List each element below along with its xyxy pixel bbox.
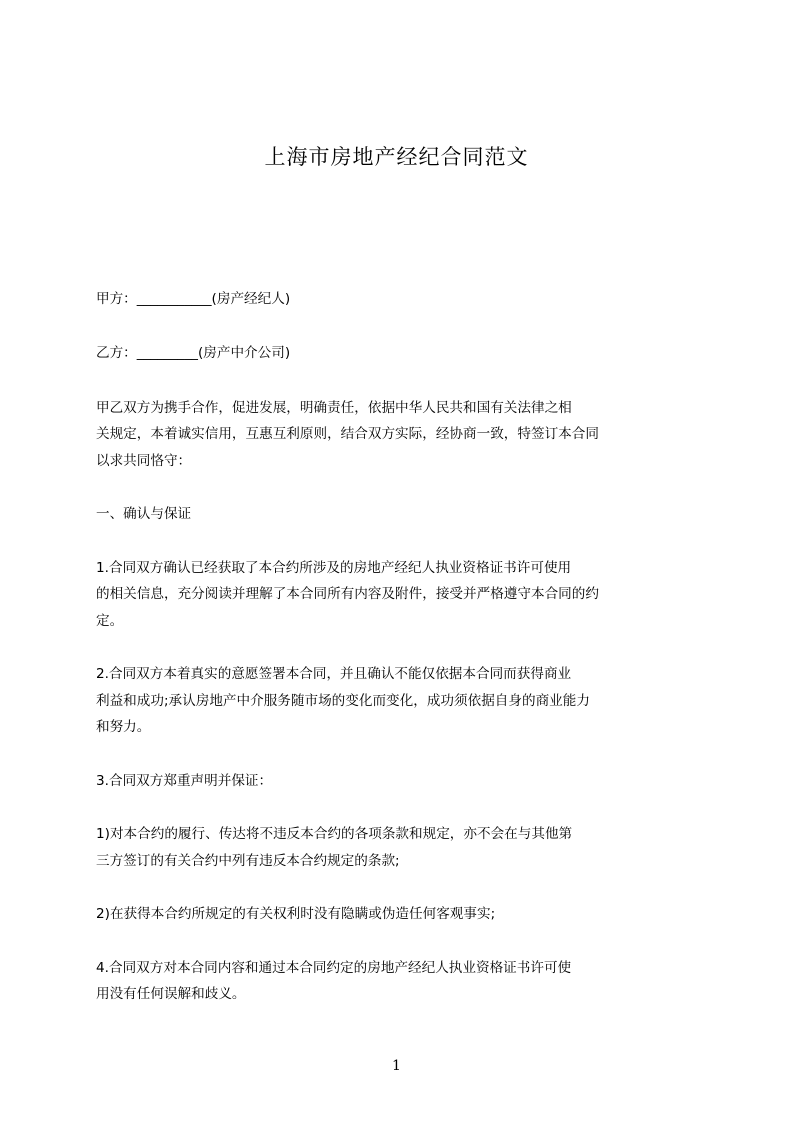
intro-paragraph-line-2: 关规定，本着诚实信用，互惠互利原则，结合双方实际，经协商一致，特签订本合同 — [96, 426, 599, 442]
clause-1-line-1: 1.合同双方确认已经获取了本合约所涉及的房地产经纪人执业资格证书许可使用 — [96, 560, 572, 576]
page-number: 1 — [392, 1058, 401, 1074]
clause-3-item-2: 2)在获得本合约所规定的有关权利时没有隐瞒或伪造任何客观事实; — [96, 906, 496, 922]
intro-paragraph-line-1: 甲乙双方为携手合作，促进发展，明确责任，依据中华人民共和国有关法律之相 — [96, 400, 572, 416]
clause-2-line-1: 2.合同双方本着真实的意愿签署本合同，并且确认不能仅依据本合同而获得商业 — [96, 666, 572, 682]
document-title: 上海市房地产经纪合同范文 — [264, 145, 529, 169]
party-a-line: 甲方：___________(房产经纪人) — [96, 291, 291, 307]
section-1-heading: 一、确认与保证 — [96, 506, 192, 522]
clause-1-line-2: 的相关信息，充分阅读并理解了本合同所有内容及附件，接受并严格遵守本合同的约 — [96, 586, 599, 602]
clause-2-line-3: 和努力。 — [96, 719, 151, 735]
clause-4-line-2: 用没有任何误解和歧义。 — [96, 986, 246, 1002]
clause-3-item-1-line-2: 三方签订的有关合约中列有违反本合约规定的条款; — [96, 853, 400, 869]
clause-3-item-1-line-1: 1)对本合约的履行、传达将不违反本合约的各项条款和规定，亦不会在与其他第 — [96, 826, 573, 842]
party-b-line: 乙方：_________(房产中介公司) — [96, 345, 291, 361]
clause-4-line-1: 4.合同双方对本合同内容和通过本合同约定的房地产经纪人执业资格证书许可使 — [96, 960, 572, 976]
clause-1-line-3: 定。 — [96, 613, 124, 629]
clause-2-line-2: 利益和成功;承认房地产中介服务随市场的变化而变化，成功须依据自身的商业能力 — [96, 693, 590, 709]
intro-paragraph-line-3: 以求共同恪守： — [96, 453, 192, 469]
clause-3-heading: 3.合同双方郑重声明并保证： — [96, 773, 273, 789]
